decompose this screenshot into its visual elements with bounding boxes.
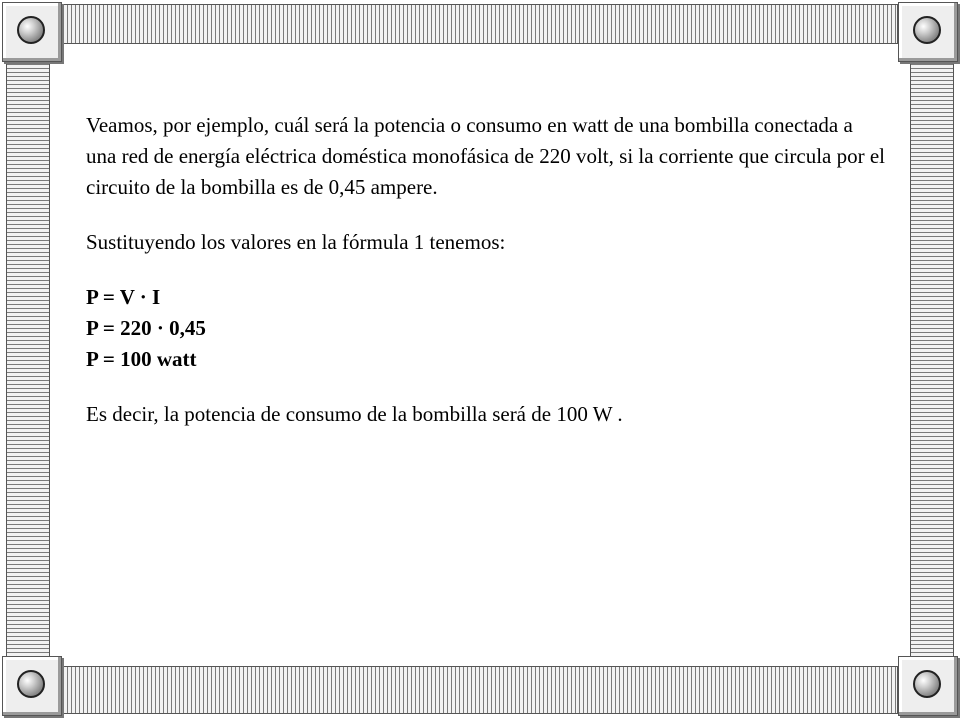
conclusion-paragraph: Es decir, la potencia de consumo de la bombilla será de 100 W . — [86, 402, 623, 426]
rivet-icon — [17, 16, 45, 44]
rivet-icon — [913, 670, 941, 698]
frame-corner-bottom-right — [898, 656, 958, 716]
frame-right-rail — [910, 62, 954, 658]
frame-corner-bottom-left — [2, 656, 62, 716]
rivet-icon — [913, 16, 941, 44]
frame-corner-top-left — [2, 2, 62, 62]
rivet-icon — [17, 670, 45, 698]
frame-bottom-rail — [62, 666, 898, 714]
formula-line: P = 100 watt — [86, 347, 197, 371]
slide-content — [86, 110, 886, 430]
frame-corner-top-right — [898, 2, 958, 62]
frame-left-rail — [6, 62, 50, 658]
frame-top-rail — [62, 4, 898, 44]
formula-line: P = 220 · 0,45 — [86, 316, 206, 340]
intro-paragraph: Veamos, por ejemplo, cuál será la potencia o consumo en watt de una bombilla conectada a una red de energía eléctrica doméstica monofásica de 220 volt, si la corriente que circula por el circuito de la bombilla es de 0,45 ampere. — [86, 113, 886, 199]
formula-line: P = V · I — [86, 285, 161, 309]
substitution-paragraph: Sustituyendo los valores en la fórmula 1 tenemos: — [86, 230, 506, 254]
